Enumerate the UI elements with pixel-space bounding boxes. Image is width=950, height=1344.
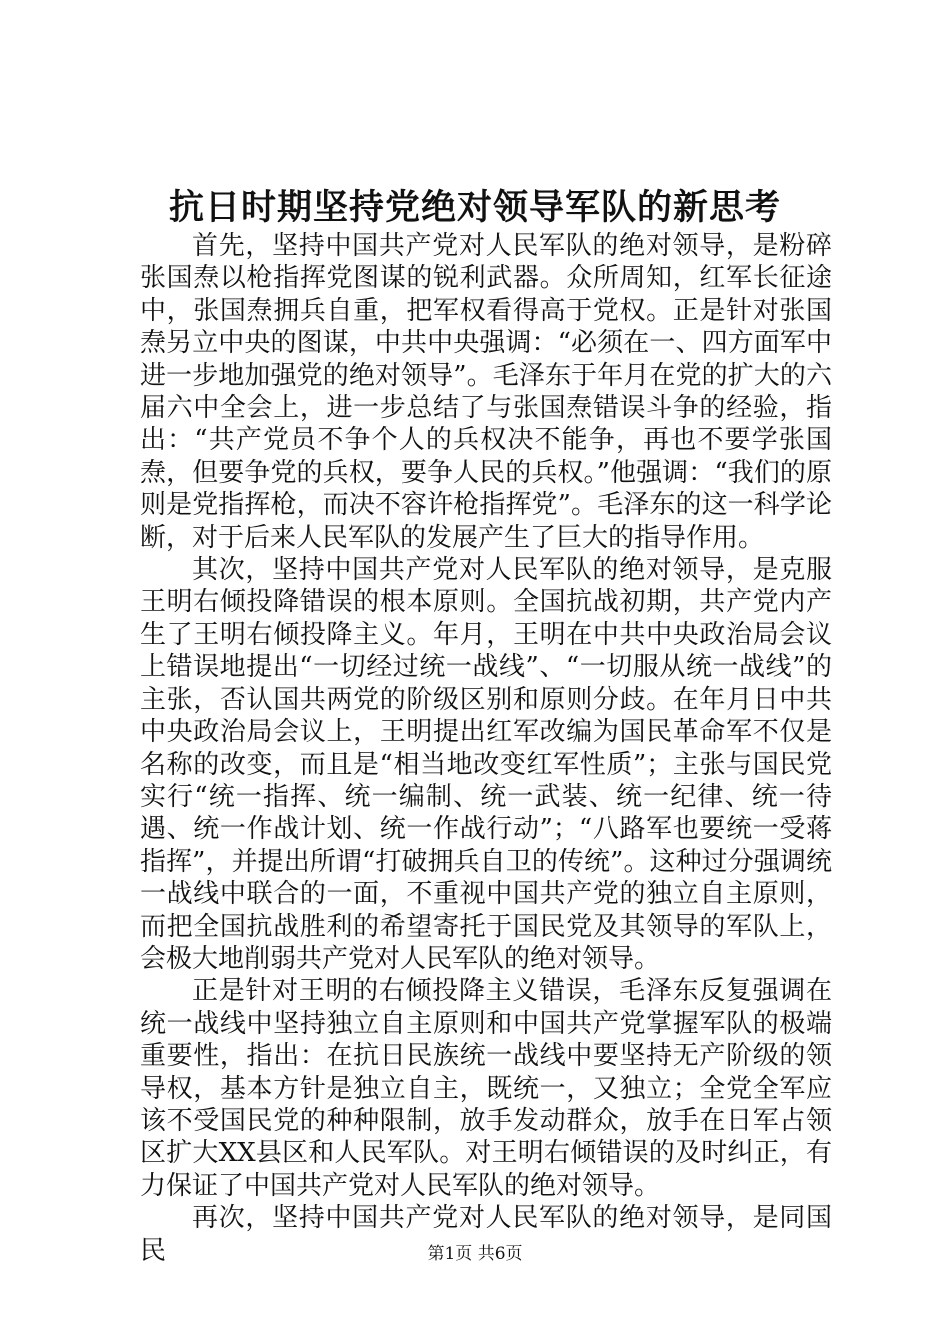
paragraph-4: 再次，坚持中国共产党对人民军队的绝对领导，是同国民	[140, 1203, 832, 1266]
paragraph-3: 正是针对王明的右倾投降主义错误，毛泽东反复强调在统一战线中坚持独立自主原则和中国共产党掌握军队的极端重要性，指出：在抗日民族统一战线中要坚持无产阶级的领导权，基本方针是独立自主，既统一，又独立；全党全军应该不受国民党的种种限制，放手发动群众，放手在日军占领区扩大XX县区和人民军队。对王明右倾错误的及时纠正，有力保证了中国共产党对人民军队的绝对领导。	[140, 976, 832, 1201]
paragraph-2: 其次，坚持中国共产党对人民军队的绝对领导，是克服王明右倾投降错误的根本原则。全国抗战初期，共产党内产生了王明右倾投降主义。年月，王明在中共中央政治局会议上错误地提出“一切经过统一战线”、“一切服从统一战线”的主张，否认国共两党的阶级区别和原则分歧。在年月日中共中央政治局会议上，王明提出红军改编为国民革命军不仅是名称的改变，而且是“相当地改变红军性质”；主张与国民党实行“统一指挥、统一编制、统一武装、统一纪律、统一待遇、统一作战计划、统一作战行动”；“八路军也要统一受蒋指挥”，并提出所谓“打破拥兵自卫的传统”。这种过分强调统一战线中联合的一面，不重视中国共产党的独立自主原则，而把全国抗战胜利的希望寄托于国民党及其领导的军队上，会极大地削弱共产党对人民军队的绝对领导。	[140, 555, 832, 974]
paragraph-1: 首先，坚持中国共产党对人民军队的绝对领导，是粉碎张国焘以枪指挥党图谋的锐利武器。众所周知，红军长征途中，张国焘拥兵自重，把军权看得高于党权。正是针对张国焘另立中央的图谋，中共中央强调：“必须在一、四方面军中进一步地加强党的绝对领导”。毛泽东于年月在党的扩大的六届六中全会上，进一步总结了与张国焘错误斗争的经验，指出：“共产党员不争个人的兵权决不能争，再也不要学张国焘，但要争党的兵权，要争人民的兵权。”他强调：“我们的原则是党指挥枪，而决不容许枪指挥党”。毛泽东的这一科学论断，对于后来人民军队的发展产生了巨大的指导作用。	[140, 231, 832, 553]
document-body	[140, 230, 832, 1267]
page-number-footer: 第1页 共6页	[427, 1244, 523, 1264]
document-title: 抗日时期坚持党绝对领导军队的新思考	[168, 188, 781, 228]
